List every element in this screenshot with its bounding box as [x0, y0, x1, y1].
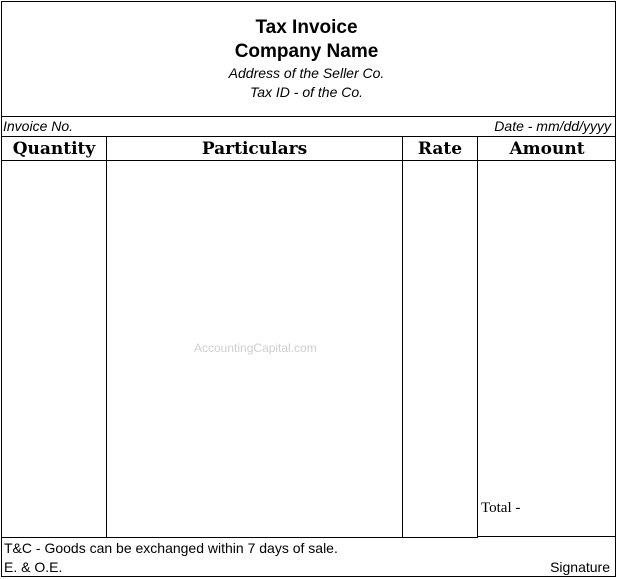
column-header-amount: Amount	[509, 139, 585, 159]
seller-address: Address of the Seller Co.	[228, 65, 385, 81]
column-divider-quantity	[106, 137, 107, 538]
column-divider-rate	[477, 137, 478, 538]
errors-omissions-excepted: E. & O.E.	[4, 559, 63, 575]
divider-column-header	[2, 160, 616, 161]
seller-tax-id: Tax ID - of the Co.	[249, 84, 364, 100]
signature-label: Signature	[550, 559, 610, 575]
column-divider-particulars	[402, 137, 403, 538]
terms-and-conditions: T&C - Goods can be exchanged within 7 days of sale.	[4, 540, 338, 556]
column-header-rate: Rate	[417, 139, 463, 159]
watermark: AccountingCapital.com	[194, 341, 317, 355]
invoice-date-field[interactable]: Date - mm/dd/yyyy	[494, 118, 611, 134]
invoice-header	[0, 0, 613, 114]
invoice-number-field[interactable]: Invoice No.	[3, 118, 74, 134]
total-label: Total -	[481, 500, 521, 516]
divider-header	[2, 116, 616, 117]
company-name: Company Name	[234, 41, 379, 62]
divider-total	[477, 536, 616, 537]
column-header-particulars: Particulars	[201, 139, 308, 159]
divider-meta	[2, 136, 616, 137]
column-header-quantity: Quantity	[12, 139, 96, 159]
divider-body-bottom	[2, 537, 477, 538]
invoice-title: Tax Invoice	[255, 17, 358, 38]
